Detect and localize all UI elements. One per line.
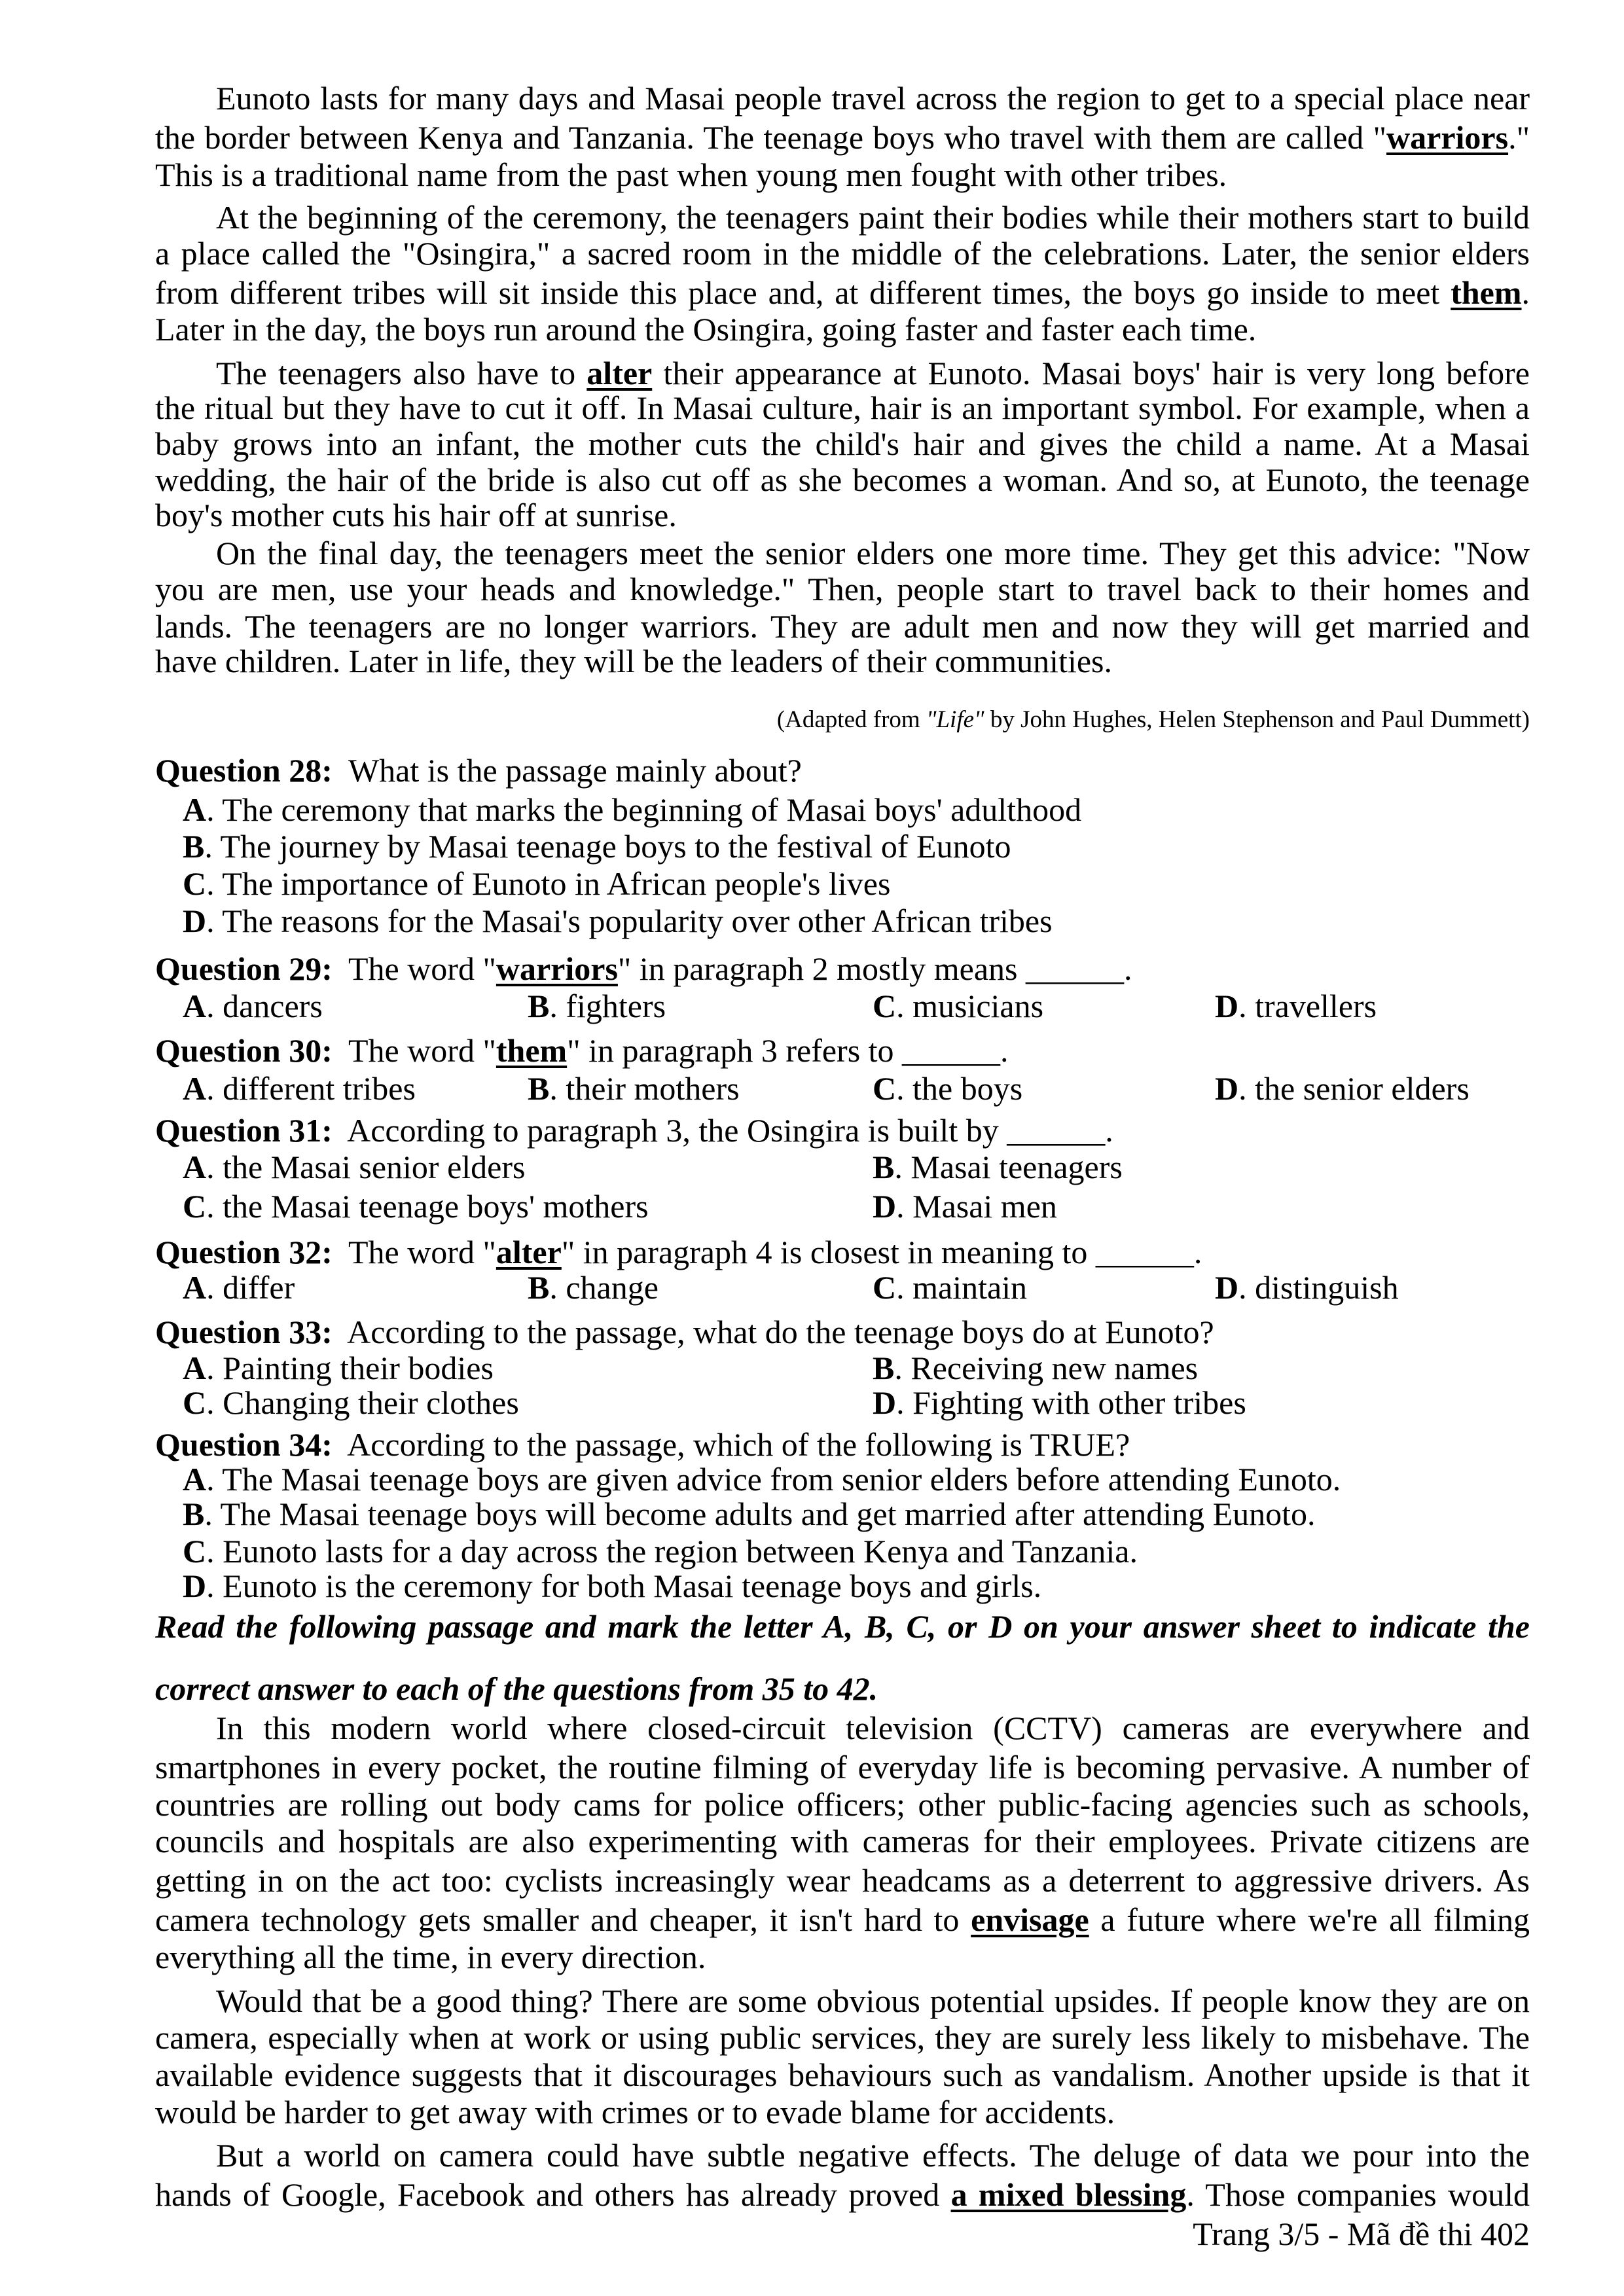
option-row <box>155 1070 1530 1107</box>
question-29 <box>155 950 1530 987</box>
highlighted-word-alter: alter <box>586 355 653 391</box>
option-d[interactable]: D. distinguish <box>1215 1269 1399 1306</box>
passage-line: camera technology gets smaller and cheaper, it isn't hard to envisage a future where we're all filming <box>155 1901 1530 1938</box>
instruction-line: correct answer to each of the questions from 35 to 42. <box>155 1670 878 1707</box>
passage-line: In this modern world where closed-circuit television (CCTV) cameras are everywhere and <box>216 1710 1530 1746</box>
passage-line: wedding, the hair of the bride is also cut off as she becomes a woman. And so, at Eunoto, the teenage <box>155 461 1530 498</box>
question-label: Question 34: <box>155 1426 333 1463</box>
passage-line: the ritual but they have to cut it off. In Masai culture, hair is an important symbol. For example, when a <box>155 389 1530 426</box>
passage-line: councils and hospitals are also experimenting with cameras for their employees. Private citizens are <box>155 1823 1530 1859</box>
question-30 <box>155 1032 1530 1069</box>
highlighted-phrase-a-mixed-blessing: a mixed blessing <box>950 2176 1187 2213</box>
question-32 <box>155 1234 1530 1270</box>
option-a[interactable]: A. different tribes <box>183 1070 416 1107</box>
question-label: Question 32: <box>155 1234 333 1270</box>
source-citation: (Adapted from "Life" by John Hughes, Helen Stephenson and Paul Dummett) <box>776 706 1530 733</box>
option-b[interactable]: B. Masai teenagers <box>873 1149 1123 1185</box>
option-a[interactable]: A. dancers <box>183 988 323 1024</box>
page-footer: Trang 3/5 - Mã đề thi 402 <box>1193 2215 1530 2252</box>
option-d[interactable]: D. the senior elders <box>1215 1070 1470 1107</box>
option-row <box>155 1269 1530 1306</box>
question-28 <box>155 752 1530 789</box>
option-b[interactable]: B. fighters <box>528 988 666 1024</box>
question-33 <box>155 1314 1530 1350</box>
option-c[interactable]: C. musicians <box>873 988 1044 1024</box>
passage-line: camera, especially when at work or using public services, they are surely less likely to misbehave. The <box>155 2019 1530 2056</box>
option-b[interactable]: B. change <box>528 1269 659 1306</box>
passage-line: Eunoto lasts for many days and Masai people travel across the region to get to a special place near <box>216 80 1530 117</box>
passage-line: Later in the day, the boys run around the Osingira, going faster and faster each time. <box>155 311 1257 348</box>
question-stem: The word "warriors" in paragraph 2 mostly means ______. <box>348 950 1132 987</box>
passage-line: Would that be a good thing? There are some obvious potential upsides. If people know they are on <box>216 1982 1530 2019</box>
passage-line: smartphones in every pocket, the routine filming of everyday life is becoming pervasive. A number of <box>155 1749 1530 1785</box>
question-label: Question 30: <box>155 1032 333 1069</box>
passage-line: hands of Google, Facebook and others has already proved a mixed blessing. Those companies would <box>155 2176 1530 2213</box>
passage-line: would be harder to get away with crimes or to evade blame for accidents. <box>155 2094 1115 2130</box>
option-c[interactable]: C. Changing their clothes <box>183 1384 519 1421</box>
option-row <box>155 1188 1530 1225</box>
option-row <box>155 1350 1530 1386</box>
question-label: Question 31: <box>155 1112 333 1149</box>
option-c[interactable]: C. Eunoto lasts for a day across the region between Kenya and Tanzania. <box>183 1533 1138 1570</box>
option-c[interactable]: C. The importance of Eunoto in African people's lives <box>183 865 891 902</box>
question-34 <box>155 1426 1530 1463</box>
option-d[interactable]: D. travellers <box>1215 988 1377 1024</box>
option-d[interactable]: D. The reasons for the Masai's popularity over other African tribes <box>183 903 1053 939</box>
option-b[interactable]: B. their mothers <box>528 1070 740 1107</box>
option-a[interactable]: A. The Masai teenage boys are given advice from senior elders before attending Eunoto. <box>183 1461 1341 1498</box>
instruction-line: Read the following passage and mark the letter A, B, C, or D on your answer sheet to indicate the <box>155 1608 1530 1645</box>
question-label: Question 33: <box>155 1314 333 1350</box>
passage-line: countries are rolling out body cams for police officers; other public-facing agencies such as schools, <box>155 1786 1530 1823</box>
passage-line: This is a traditional name from the past when young men fought with other tribes. <box>155 156 1227 193</box>
passage-line: lands. The teenagers are no longer warriors. They are adult men and now they will get married and <box>155 608 1530 645</box>
question-stem: According to the passage, what do the teenage boys do at Eunoto? <box>347 1314 1214 1350</box>
question-stem: According to the passage, which of the following is TRUE? <box>347 1426 1130 1463</box>
question-stem: According to paragraph 3, the Osingira is built by ______. <box>347 1112 1113 1149</box>
passage-line: from different tribes will sit inside this place and, at different times, the boys go inside to meet them. <box>155 274 1530 311</box>
option-c[interactable]: C. maintain <box>873 1269 1028 1306</box>
passage-line: the border between Kenya and Tanzania. The teenage boys who travel with them are called "warriors." <box>155 119 1530 156</box>
passage-line: everything all the time, in every direction. <box>155 1939 706 1975</box>
question-stem: The word "alter" in paragraph 4 is closest in meaning to ______. <box>348 1234 1202 1270</box>
highlighted-word-them: them <box>1451 274 1522 311</box>
option-b[interactable]: B. The journey by Masai teenage boys to the festival of Eunoto <box>183 828 1011 865</box>
passage-line: you are men, use your heads and knowledge." Then, people start to travel back to their homes and <box>155 571 1530 607</box>
passage-line: But a world on camera could have subtle negative effects. The deluge of data we pour into the <box>216 2137 1530 2174</box>
option-a[interactable]: A. Painting their bodies <box>183 1350 494 1386</box>
passage-line: available evidence suggests that it discourages behaviours such as vandalism. Another upside is that it <box>155 2056 1530 2093</box>
highlighted-word-warriors: warriors <box>1386 119 1509 156</box>
option-c[interactable]: C. the boys <box>873 1070 1023 1107</box>
question-stem: What is the passage mainly about? <box>348 752 802 789</box>
option-d[interactable]: D. Eunoto is the ceremony for both Masai teenage boys and girls. <box>183 1568 1042 1604</box>
passage-line: The teenagers also have to alter their appearance at Eunoto. Masai boys' hair is very long before <box>216 355 1530 391</box>
option-d[interactable]: D. Fighting with other tribes <box>873 1384 1246 1421</box>
highlighted-word-envisage: envisage <box>971 1901 1089 1938</box>
question-label: Question 29: <box>155 950 333 987</box>
question-stem: The word "them" in paragraph 3 refers to ______. <box>348 1032 1009 1069</box>
option-a[interactable]: A. The ceremony that marks the beginning of Masai boys' adulthood <box>183 791 1082 828</box>
passage-line: baby grows into an infant, the mother cuts the child's hair and gives the child a name. At a Masai <box>155 425 1530 462</box>
question-label: Question 28: <box>155 752 333 789</box>
passage-line: At the beginning of the ceremony, the teenagers paint their bodies while their mothers start to build <box>216 199 1530 236</box>
passage-line: On the final day, the teenagers meet the senior elders one more time. They get this advice: "Now <box>216 535 1530 571</box>
passage-line: boy's mother cuts his hair off at sunrise. <box>155 497 677 533</box>
option-b[interactable]: B. The Masai teenage boys will become adults and get married after attending Eunoto. <box>183 1496 1316 1532</box>
option-row <box>155 1149 1530 1185</box>
option-b[interactable]: B. Receiving new names <box>873 1350 1199 1386</box>
passage-line: getting in on the act too: cyclists increasingly wear headcams as a deterrent to aggressive drivers. As <box>155 1862 1530 1899</box>
passage-line: a place called the "Osingira," a sacred room in the middle of the celebrations. Later, the senior elders <box>155 235 1530 272</box>
option-a[interactable]: A. the Masai senior elders <box>183 1149 526 1185</box>
passage-line: have children. Later in life, they will be the leaders of their communities. <box>155 643 1112 679</box>
question-31 <box>155 1112 1530 1149</box>
option-a[interactable]: A. differ <box>183 1269 295 1306</box>
option-row <box>155 988 1530 1024</box>
option-row <box>155 1384 1530 1421</box>
option-c[interactable]: C. the Masai teenage boys' mothers <box>183 1188 649 1225</box>
option-d[interactable]: D. Masai men <box>873 1188 1057 1225</box>
